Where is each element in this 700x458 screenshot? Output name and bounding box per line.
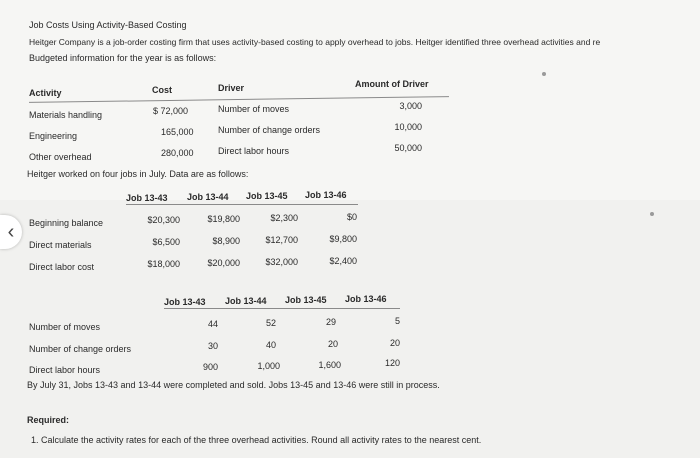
row-label: Direct materials — [29, 240, 92, 250]
cell-value: $20,000 — [207, 258, 240, 268]
row-label: Beginning balance — [29, 218, 104, 228]
cell-value: 120 — [384, 358, 400, 368]
cell-value: $2,300 — [270, 213, 298, 223]
cell-value: 1,000 — [257, 361, 280, 371]
activity-header: Activity — [29, 88, 62, 98]
job-header: Job 13-46 — [305, 190, 347, 200]
cell-value: 1,600 — [318, 360, 341, 370]
job-header: Job 13-45 — [246, 191, 288, 201]
cell-value: $8,900 — [212, 236, 240, 246]
activity-cost: 165,000 — [161, 127, 194, 137]
job-header: Job 13-45 — [285, 295, 327, 305]
requirement-1: 1. Calculate the activity rates for each of the three overhead activities. Round all activity rates to the nearest cent. — [31, 435, 482, 445]
cell-value: 30 — [207, 341, 218, 351]
cell-value: 900 — [202, 362, 218, 372]
activity-name: Engineering — [29, 131, 78, 141]
cell-value: $12,700 — [265, 235, 298, 245]
row-label: Direct labor hours — [29, 365, 101, 375]
cell-value: $9,800 — [329, 234, 357, 244]
cell-value: $20,300 — [147, 215, 180, 225]
job-header: Job 13-44 — [225, 296, 267, 306]
cell-value: $19,800 — [207, 214, 240, 224]
cell-value: 20 — [389, 338, 400, 348]
job-header: Job 13-43 — [164, 297, 206, 307]
cell-value: 44 — [207, 319, 218, 329]
intro-text-2: Budgeted information for the year is as follows: — [29, 53, 217, 63]
cell-value: 29 — [325, 317, 336, 327]
page-title: Job Costs Using Activity-Based Costing — [29, 20, 187, 30]
activity-name: Other overhead — [29, 152, 92, 162]
cell-value: $18,000 — [147, 259, 180, 269]
cursor-dot-icon — [542, 72, 546, 76]
jobs-table1-rule — [126, 204, 358, 205]
activity-cost: $ 72,000 — [153, 106, 189, 116]
activity-amount: 50,000 — [394, 143, 422, 153]
activity-cost: 280,000 — [161, 148, 194, 158]
activity-driver: Number of moves — [218, 104, 290, 114]
row-label: Direct labor cost — [29, 262, 95, 272]
job-header: Job 13-44 — [187, 192, 229, 202]
chevron-left-icon: ‹ — [7, 221, 15, 243]
cell-value: 20 — [327, 339, 338, 349]
cell-value: $32,000 — [265, 257, 298, 267]
job-header: Job 13-43 — [126, 193, 168, 203]
jobs-table2-rule — [164, 308, 400, 309]
cell-value: $6,500 — [152, 237, 180, 247]
activity-amount: 10,000 — [394, 122, 422, 132]
row-label: Number of moves — [29, 322, 101, 332]
required-label: Required: — [27, 415, 70, 425]
driver-header: Driver — [218, 83, 245, 93]
row-label: Number of change orders — [29, 344, 132, 354]
activity-name: Materials handling — [29, 110, 103, 120]
cost-header: Cost — [152, 85, 172, 95]
cell-value: 40 — [265, 340, 276, 350]
completion-note: By July 31, Jobs 13-43 and 13-44 were completed and sold. Jobs 13-45 and 13-46 were still in process. — [27, 380, 440, 390]
activity-driver: Direct labor hours — [218, 146, 290, 156]
cursor-dot-icon — [650, 212, 654, 216]
cell-value: $0 — [346, 212, 357, 222]
cell-value: $2,400 — [329, 256, 357, 266]
job-header: Job 13-46 — [345, 294, 387, 304]
activity-amount: 3,000 — [399, 101, 422, 111]
amount-header: Amount of Driver — [355, 79, 429, 89]
cell-value: 5 — [394, 316, 400, 326]
activity-driver: Number of change orders — [218, 125, 321, 135]
intro-text: Heitger Company is a job-order costing firm that uses activity-based costing to apply overhead to jobs. Heitger identified three overhead activities and re — [29, 37, 601, 47]
cell-value: 52 — [265, 318, 276, 328]
july-intro: Heitger worked on four jobs in July. Data are as follows: — [27, 169, 249, 179]
